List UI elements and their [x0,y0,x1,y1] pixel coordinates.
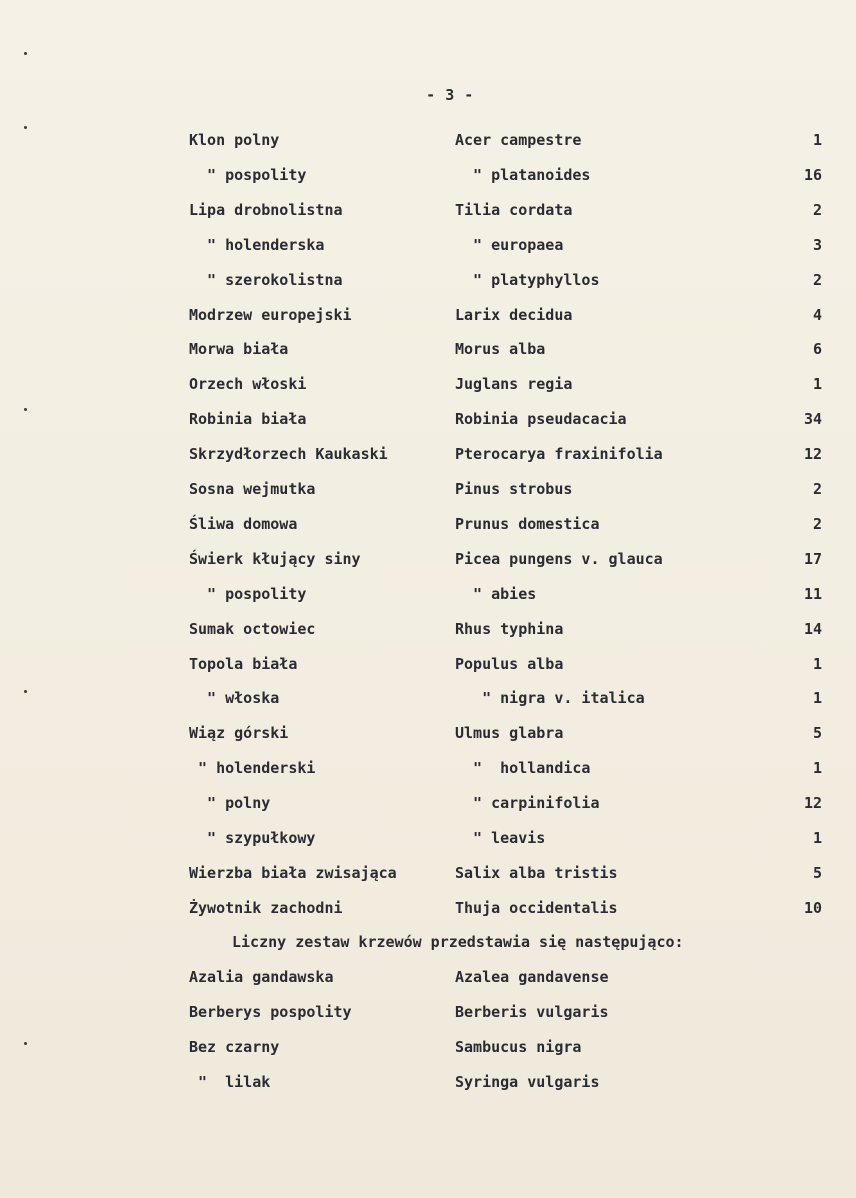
latin-name: Acer campestre [455,131,582,149]
tree-row [0,268,856,292]
latin-name: Morus alba [455,340,546,359]
latin-name: Pinus strobus [455,480,573,498]
tree-count: 1 [812,759,822,778]
tree-row [0,128,856,152]
tree-count: 17 [803,549,822,568]
tree-count: 1 [812,375,822,394]
latin-name: Thuja occidentalis [455,898,618,917]
polish-name: " włoska [189,689,280,708]
tree-count: 5 [812,863,822,882]
latin-name: Picea pungens v. glauca [455,549,663,568]
tree-count: 2 [812,480,822,498]
tree-row [0,337,856,361]
shrub-row [0,1070,856,1094]
tree-count: 14 [803,619,822,638]
latin-name: " nigra v. italica [455,689,645,708]
polish-name: " polny [189,794,271,813]
polish-name: " pospolity [189,165,307,184]
tree-count: 12 [803,445,822,464]
punch-mark [24,52,27,55]
polish-name: Modrzew europejski [189,305,352,324]
tree-count: 16 [803,165,822,184]
polish-name: " pospolity [189,584,307,603]
latin-name: Rhus typhina [455,619,564,638]
polish-name: " szerokolistna [189,270,343,289]
latin-name: Sambucus nigra [455,1038,582,1056]
tree-row [0,512,856,536]
tree-row [0,303,856,327]
polish-name: Klon polny [189,131,280,149]
polish-name: Wierzba biała zwisająca [189,863,397,882]
shrubs-intro: Liczny zestaw krzewów przedstawia się następująco: [232,933,684,951]
tree-row [0,407,856,431]
tree-row [0,721,856,745]
tree-row [0,582,856,606]
polish-name: Sosna wejmutka [189,480,316,498]
tree-count: 4 [812,305,822,324]
tree-count: 1 [812,689,822,708]
latin-name: " platanoides [455,165,591,184]
polish-name: " szypułkowy [189,829,316,847]
page-number: - 3 - [426,86,474,104]
polish-name: " holenderski [189,759,316,778]
tree-count: 10 [803,898,822,917]
latin-name: Larix decidua [455,305,573,324]
tree-row [0,756,856,780]
tree-count: 3 [812,235,822,254]
shrub-row [0,1000,856,1024]
polish-name: Bez czarny [189,1038,280,1056]
latin-name: Pterocarya fraxinifolia [455,445,663,464]
polish-name: Topola biała [189,654,298,673]
polish-name: Robinia biała [189,410,307,429]
latin-name: " platyphyllos [455,270,600,289]
polish-name: Wiąz górski [189,724,289,743]
polish-name: Żywotnik zachodni [189,898,343,917]
tree-row [0,896,856,920]
tree-row [0,617,856,641]
tree-row [0,652,856,676]
tree-row [0,547,856,571]
tree-count: 2 [812,514,822,533]
latin-name: Azalea gandavense [455,968,609,986]
latin-name: " europaea [455,235,564,254]
tree-row [0,686,856,710]
polish-name: Świerk kłujący siny [189,549,361,568]
latin-name: " hollandica [455,759,591,778]
tree-row [0,791,856,815]
shrub-row [0,1035,856,1059]
latin-name: " leavis [455,829,546,847]
tree-count: 2 [812,200,822,219]
polish-name: " lilak [189,1073,271,1091]
tree-row [0,861,856,885]
tree-count: 2 [812,270,822,289]
tree-count: 12 [803,794,822,813]
shrub-row [0,965,856,989]
latin-name: " carpinifolia [455,794,600,813]
tree-count: 1 [812,829,822,847]
tree-count: 34 [803,410,822,429]
tree-row [0,372,856,396]
tree-count: 6 [812,340,822,359]
latin-name: Populus alba [455,654,564,673]
polish-name: Lipa drobnolistna [189,200,343,219]
polish-name: Sumak octowiec [189,619,316,638]
latin-name: " abies [455,584,537,603]
polish-name: Śliwa domowa [189,514,298,533]
tree-count: 11 [803,584,822,603]
latin-name: Robinia pseudacacia [455,410,627,429]
tree-count: 5 [812,724,822,743]
latin-name: Salix alba tristis [455,863,618,882]
tree-row [0,233,856,257]
latin-name: Prunus domestica [455,514,600,533]
tree-row [0,442,856,466]
tree-count: 1 [812,654,822,673]
latin-name: Tilia cordata [455,200,573,219]
polish-name: Orzech włoski [189,375,307,394]
latin-name: Syringa vulgaris [455,1073,600,1091]
latin-name: Juglans regia [455,375,573,394]
polish-name: Berberys pospolity [189,1003,352,1021]
polish-name: Skrzydłorzech Kaukaski [189,445,388,464]
tree-row [0,163,856,187]
latin-name: Ulmus glabra [455,724,564,743]
polish-name: Azalia gandawska [189,968,334,986]
tree-row [0,198,856,222]
polish-name: " holenderska [189,235,325,254]
latin-name: Berberis vulgaris [455,1003,609,1021]
polish-name: Morwa biała [189,340,289,359]
tree-row [0,477,856,501]
tree-count: 1 [812,131,822,149]
tree-row [0,826,856,850]
